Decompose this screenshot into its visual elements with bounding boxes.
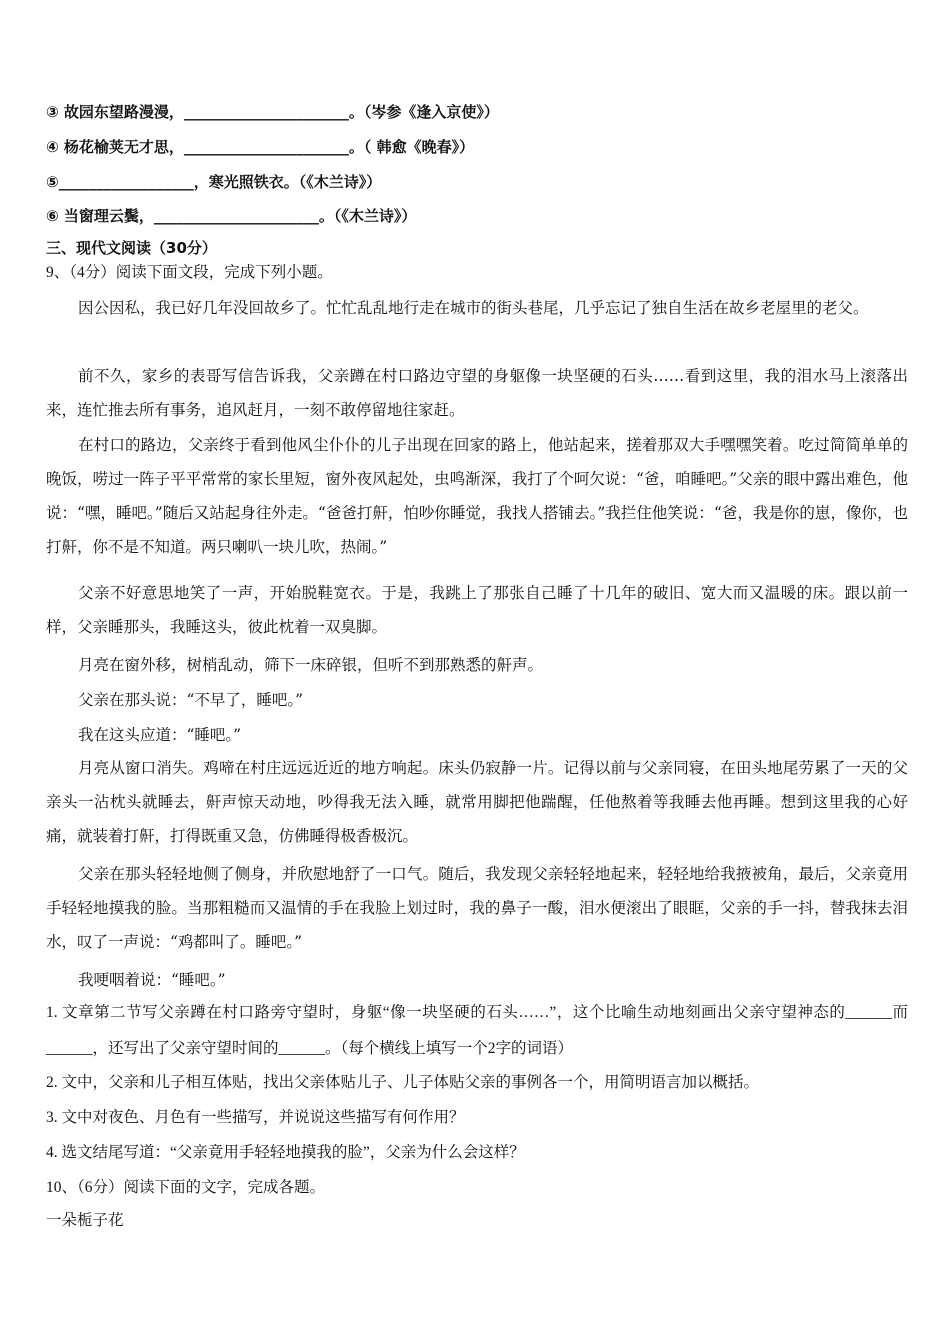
passage-paragraph: 前不久，家乡的表哥写信告诉我，父亲蹲在村口路边守望的身躯像一块坚硬的石头……看到这里，我的泪水马上滚落出来，连忙推去所有事务，追风赶月，一刻不敢停留地往家赶。 (46, 367, 908, 419)
section-title: 三、现代文阅读（30分） (46, 239, 217, 257)
question-4: 4. 选文结尾写道：“父亲竟用手轻轻地摸我的脸”，父亲为什么会这样？ (46, 1144, 525, 1161)
passage-paragraph: 父亲不好意思地笑了一声，开始脱鞋宽衣。于是，我跳上了那张自己睡了十几年的破旧、宽大而又温暖的床。跟以前一样，父亲睡那头，我睡这头，彼此枕着一双臭脚。 (46, 584, 908, 636)
passage-paragraph: 我在这头应道：“睡吧。” (78, 726, 242, 744)
passage-paragraph: 父亲在那头轻轻地侧了侧身，并欣慰地舒了一口气。随后，我发现父亲轻轻地起来，轻轻地给我掖被角，最后，父亲竟用手轻轻地摸我的脸。当那粗糙而又温情的手在我脸上划过时，我的鼻子一酸，泪水便滚出了眼眶，父亲的手一抖，替我抹去泪水，叹了一声说：“鸡都叫了。睡吧。” (46, 865, 908, 951)
question-3: 3. 文中对夜色、月色有一些描写，并说说这些描写有何作用？ (46, 1109, 465, 1126)
passage-paragraph: 我哽咽着说：“睡吧。” (78, 971, 226, 989)
passage-paragraph: 月亮在窗外移，树梢乱动，筛下一床碎银，但听不到那熟悉的鼾声。 (78, 656, 544, 674)
poetry-line-4: ④ 杨花榆荚无才思，______________________。（ 韩愈《晚春》） (46, 138, 475, 156)
poetry-line-3: ③ 故园东望路漫漫，______________________。（岑参《逢入京使》） (46, 103, 499, 121)
passage-paragraph: 因公因私，我已好几年没回故乡了。忙忙乱乱地行走在城市的街头巷尾，几乎忘记了独自生活在故乡老屋里的老父。 (78, 299, 869, 317)
poetry-line-6: ⑥ 当窗理云鬓，______________________。（《木兰诗》） (46, 207, 417, 225)
question-2: 2. 文中，父亲和儿子相互体贴，找出父亲体贴儿子、儿子体贴父亲的事例各一个，用简明语言加以概括。 (46, 1074, 760, 1091)
question-1: 1. 文章第二节写父亲蹲在村口路旁守望时，身躯“像一块坚硬的石头……”，这个比喻生动地刻画出父亲守望神态的______而______，还写出了父亲守望时间的______。（每个横线上填写一个2字的词语） (46, 1004, 908, 1057)
poetry-line-5: ⑤__________________，寒光照铁衣。（《木兰诗》） (46, 173, 382, 191)
passage-paragraph: 月亮从窗口消失。鸡啼在村庄远远近近的地方响起。床头仍寂静一片。记得以前与父亲同寝，在田头地尾劳累了一天的父亲头一沾枕头就睡去，鼾声惊天动地，吵得我无法入睡，就常用脚把他踹醒，任他熬着等我睡去他再睡。想到这里我的心好痛，就装着打鼾，打得既重又急，仿佛睡得极香极沉。 (46, 759, 908, 845)
passage-paragraph: 在村口的路边，父亲终于看到他风尘仆仆的儿子出现在回家的路上，他站起来，搓着那双大手嘿嘿笑着。吃过简简单单的晚饭，唠过一阵子平平常常的家长里短，窗外夜风起处，虫鸣渐深，我打了个呵欠说：“爸，咱睡吧。”父亲的眼中露出难色，他说：“嘿，睡吧。”随后又站起身往外走。“爸爸打鼾，怕吵你睡觉，我找人搭铺去。”我拦住他笑说：“爸，我是你的崽，像你，也打鼾，你不是不知道。两只喇叭一块儿吹，热闹。” (46, 436, 908, 556)
article-title: 一朵栀子花 (46, 1212, 124, 1229)
passage-paragraph: 父亲在那头说：“不早了，睡吧。” (78, 691, 304, 709)
question-10-intro: 10、（6分）阅读下面的文字，完成各题。 (46, 1179, 326, 1196)
question-9-intro: 9、（4分）阅读下面文段，完成下列小题。 (46, 264, 333, 281)
